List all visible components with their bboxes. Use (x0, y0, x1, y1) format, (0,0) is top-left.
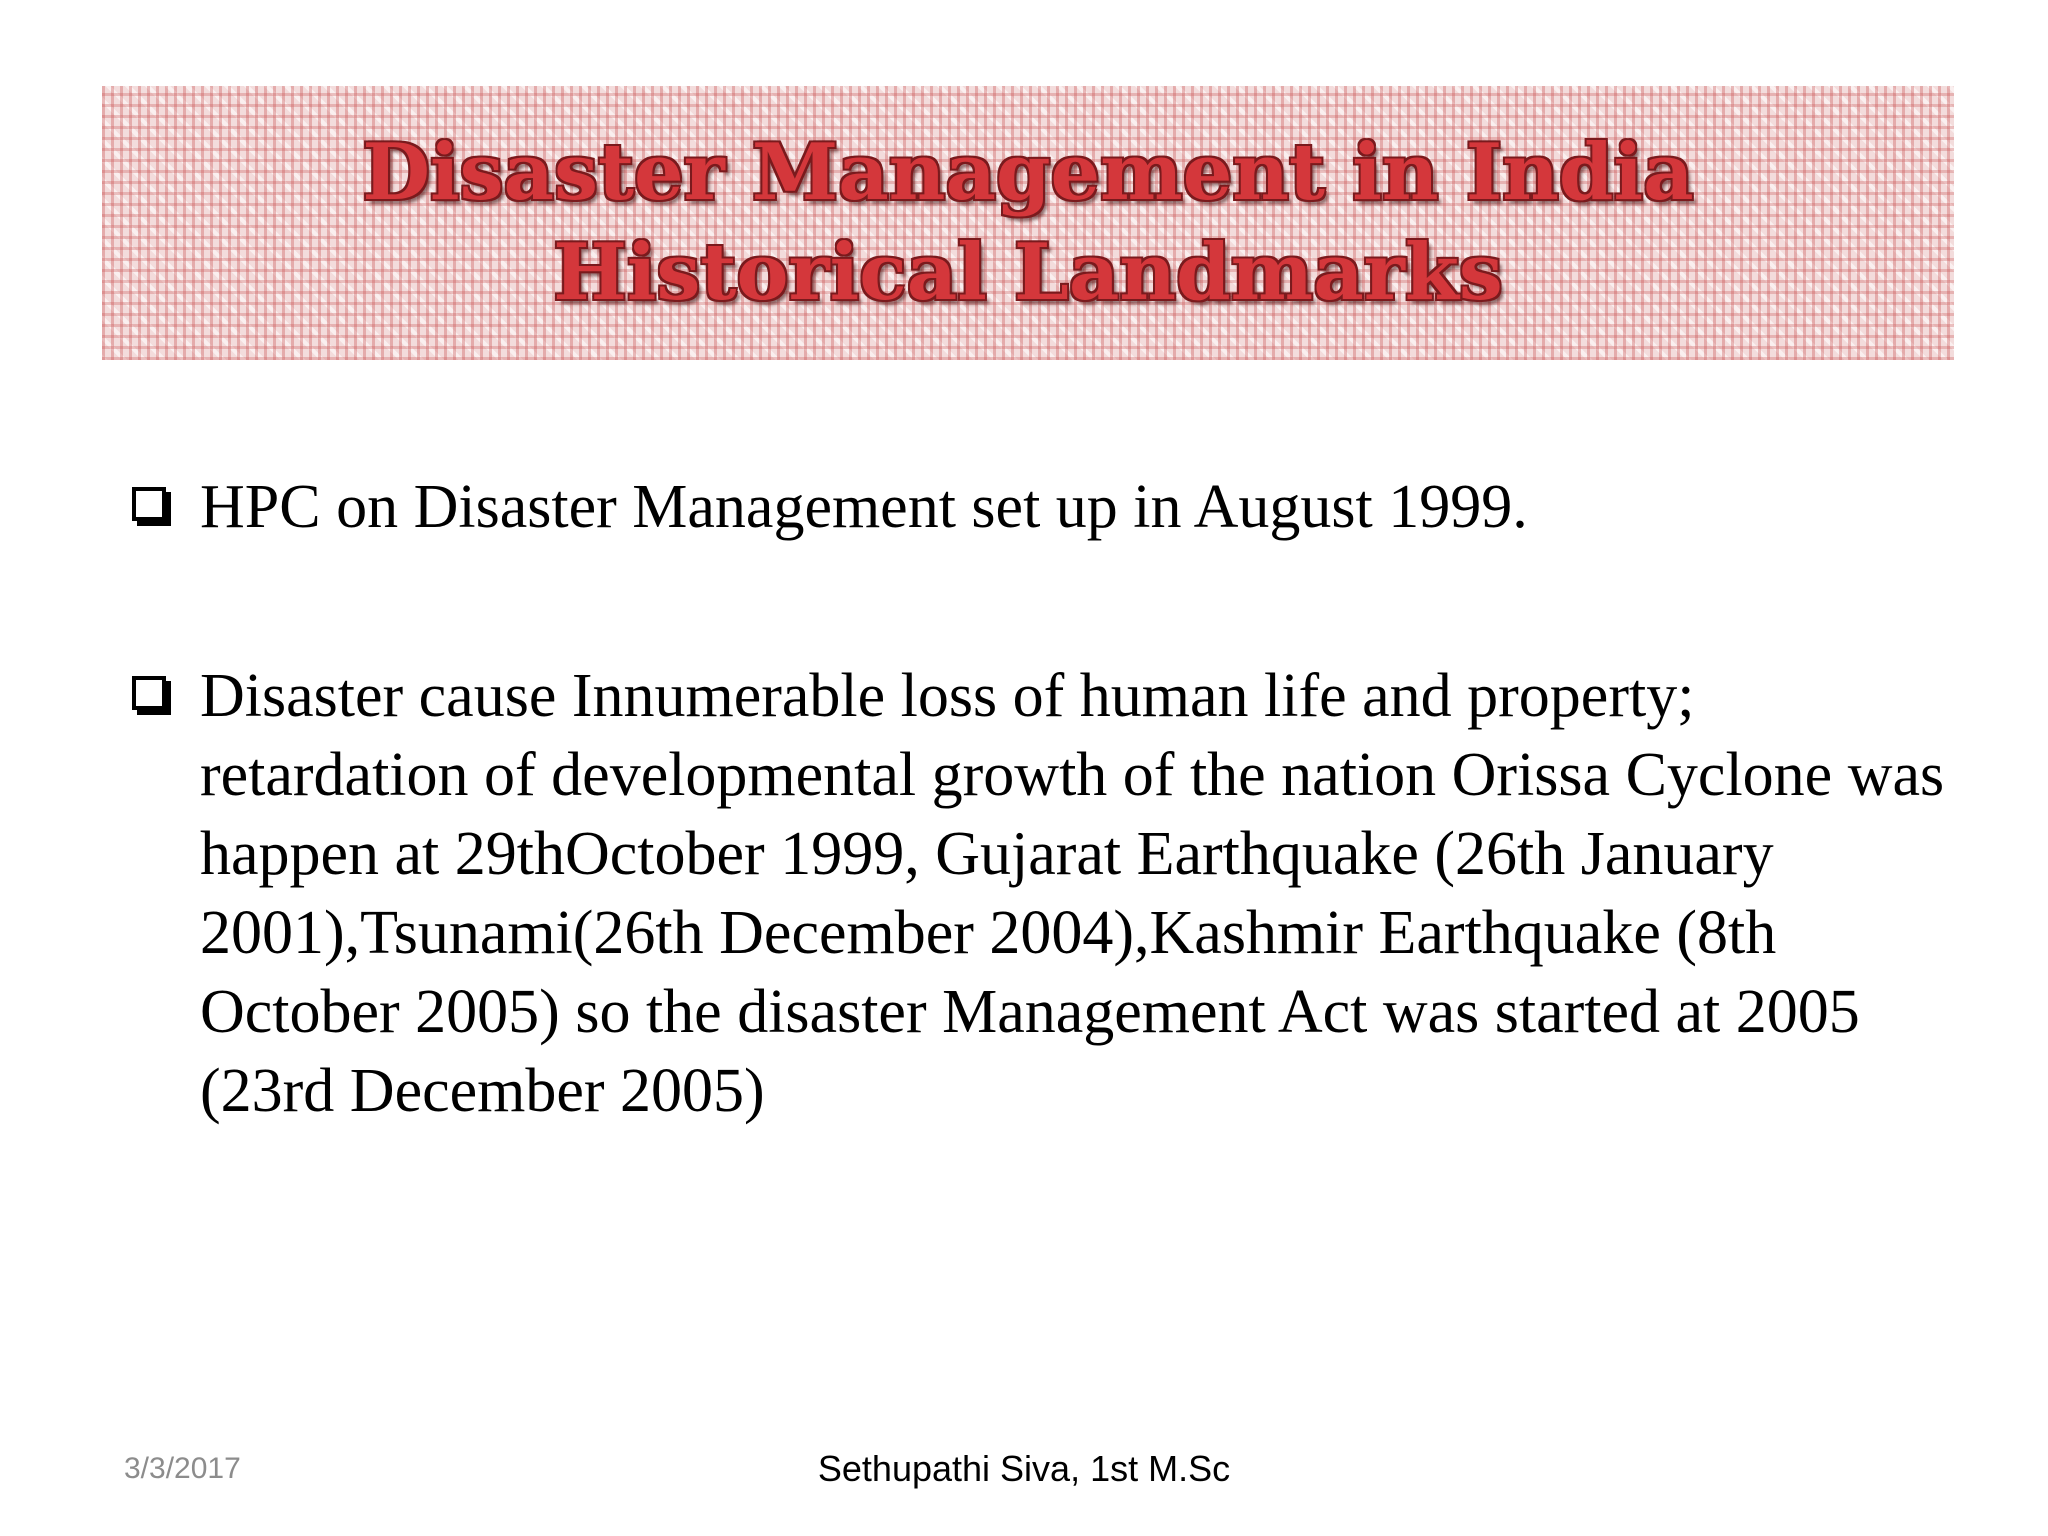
slide-title: Disaster Management in India Historical Landmarks (362, 127, 1694, 318)
bullet-list (128, 468, 1948, 1131)
footer-author: Sethupathi Siva, 1st M.Sc (817, 1448, 1231, 1489)
bullet-text: Disaster cause Innumerable loss of human life and property; retardation of developmental growth of the nation Orissa Cyclone was happen at 29thOctober 1999, Gujarat Earthquake (26th January 2001),Tsunami(26th December 2004),Kashmir Earthquake (8th October 2005) so the disaster Management Act was started at 2005 (23rd December 2005) (200, 662, 1945, 1125)
bullet-item (128, 657, 1948, 1131)
bullet-text: HPC on Disaster Management set up in August 1999. (200, 473, 1528, 541)
checkbox-icon (132, 676, 166, 710)
footer-date: 3/3/2017 (124, 1452, 241, 1485)
title-banner (102, 86, 1954, 360)
bullet-item (128, 468, 1948, 547)
checkbox-icon (132, 487, 166, 521)
